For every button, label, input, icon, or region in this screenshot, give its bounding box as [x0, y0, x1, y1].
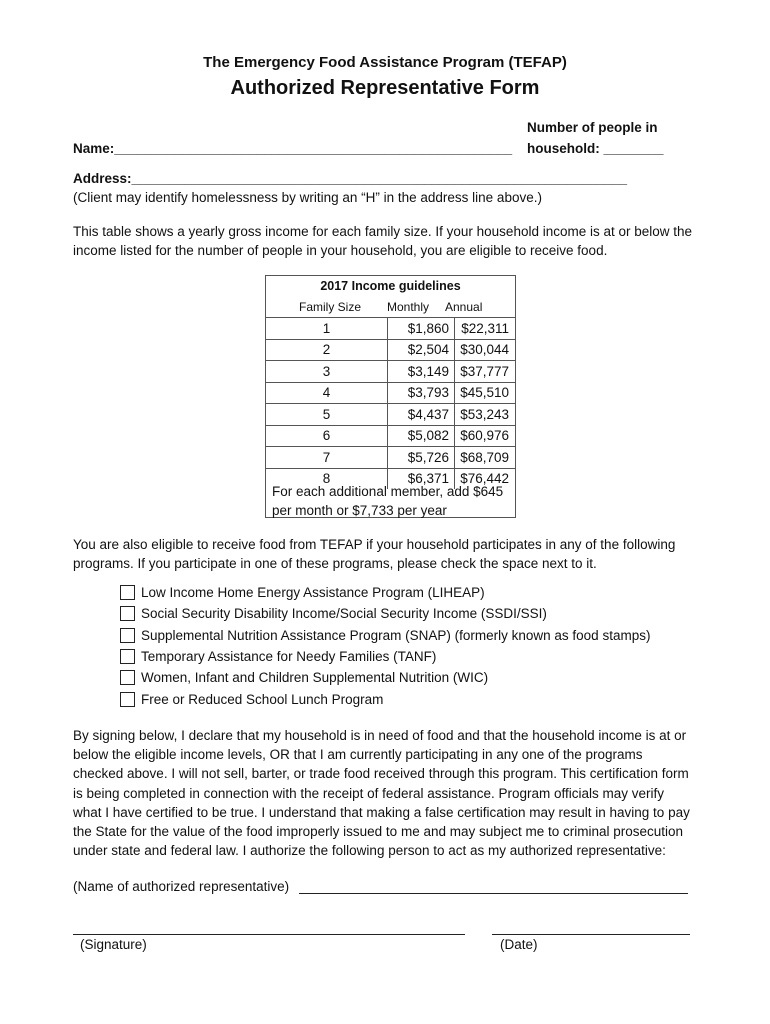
monthly-income-cell: $3,793	[388, 382, 455, 404]
income-row	[266, 382, 515, 404]
income-row	[266, 361, 515, 383]
family-size-cell: 1	[266, 318, 388, 340]
monthly-income-cell: $3,149	[388, 361, 455, 383]
family-size-cell: 2	[266, 339, 388, 361]
date-label: (Date)	[500, 937, 538, 952]
program-subtitle: The Emergency Food Assistance Program (TEFAP)	[203, 54, 567, 71]
program-checkbox[interactable]	[120, 606, 135, 621]
representative-label: (Name of authorized representative)	[73, 879, 290, 894]
declaration-paragraph: By signing below, I declare that my household is in need of food and that the household income is at or below the eligible income levels, OR that I am currently participating in any one of the programs checked above. I will not sell, barter, or trade food received through this program. This certification form is being completed in connection with the receipt of federal assistance. Program officials may verify what I have certified to be true. I understand that making a false certification may result in having to pay the State for the value of the food improperly issued to me and may subject me to criminal prosecution under state and federal law. I authorize the following person to act as my authorized representative:	[73, 728, 690, 859]
program-item	[120, 646, 650, 667]
annual-income-cell: $22,311	[455, 318, 516, 340]
monthly-income-cell: $4,437	[388, 404, 455, 426]
annual-income-cell: $45,510	[455, 382, 516, 404]
income-guidelines-table	[265, 275, 516, 518]
program-label: Social Security Disability Income/Social Security Income (SSDI/SSI)	[141, 606, 547, 622]
form-title: Authorized Representative Form	[230, 77, 540, 99]
address-note: (Client may identify homelessness by writing an “H” in the address line above.)	[73, 190, 542, 205]
program-checkbox[interactable]	[120, 649, 135, 664]
header-family-size: Family Size	[299, 300, 362, 314]
program-item	[120, 582, 650, 603]
family-size-cell: 3	[266, 361, 388, 383]
family-size-cell: 5	[266, 404, 388, 426]
program-checkbox[interactable]	[120, 692, 135, 707]
household-count-field[interactable]: household: ________	[527, 141, 664, 156]
family-size-cell: 7	[266, 447, 388, 469]
annual-income-cell: $53,243	[455, 404, 516, 426]
signature-line[interactable]	[73, 934, 465, 935]
program-label: Women, Infant and Children Supplemental Nutrition (WIC)	[141, 670, 489, 686]
annual-income-cell: $76,442	[455, 468, 516, 489]
program-item	[120, 688, 650, 709]
address-field[interactable]: Address:__________________________________________________________________	[73, 171, 628, 186]
program-item	[120, 625, 650, 646]
annual-income-cell: $60,976	[455, 425, 516, 447]
program-checkbox[interactable]	[120, 628, 135, 643]
program-checklist	[120, 582, 650, 710]
monthly-income-cell: $6,371	[388, 468, 455, 489]
annual-income-cell: $37,777	[455, 361, 516, 383]
program-checkbox[interactable]	[120, 585, 135, 600]
monthly-income-cell: $1,860	[388, 318, 455, 340]
date-line[interactable]	[492, 934, 690, 935]
income-row	[266, 447, 515, 469]
eligibility-paragraph: You are also eligible to receive food from TEFAP if your household participates in any of the following programs. If you participate in one of these programs, please check the space next to it.	[73, 537, 676, 571]
program-item	[120, 603, 650, 624]
name-field[interactable]: Name:_____________________________________________________	[73, 141, 513, 156]
monthly-income-cell: $5,082	[388, 425, 455, 447]
family-size-cell: 4	[266, 382, 388, 404]
program-checkbox[interactable]	[120, 670, 135, 685]
monthly-income-cell: $5,726	[388, 447, 455, 469]
program-label: Temporary Assistance for Needy Families (TANF)	[141, 649, 437, 665]
program-label: Free or Reduced School Lunch Program	[141, 691, 384, 707]
additional-member-note: For each additional member, add $645 per month or $7,733 per year	[272, 484, 504, 518]
income-row	[266, 404, 515, 426]
income-row	[266, 339, 515, 361]
program-label: Low Income Home Energy Assistance Program (LIHEAP)	[141, 585, 485, 601]
signature-label: (Signature)	[80, 937, 147, 952]
header-monthly: Monthly	[387, 300, 430, 314]
program-item	[120, 667, 650, 688]
income-rows	[266, 317, 515, 489]
income-row	[266, 425, 515, 447]
annual-income-cell: $30,044	[455, 339, 516, 361]
program-label: Supplemental Nutrition Assistance Program (SNAP) (formerly known as food stamps)	[141, 627, 651, 643]
family-size-cell: 6	[266, 425, 388, 447]
household-count-label: Number of people in	[527, 120, 658, 135]
intro-paragraph: This table shows a yearly gross income for each family size. If your household income is at or below the income listed for the number of people in your household, you are eligible to receive food.	[73, 224, 693, 258]
income-row	[266, 318, 515, 340]
family-size-cell: 8	[266, 468, 388, 489]
income-table-title: 2017 Income guidelines	[320, 279, 461, 293]
annual-income-cell: $68,709	[455, 447, 516, 469]
monthly-income-cell: $2,504	[388, 339, 455, 361]
representative-name-line[interactable]	[299, 893, 688, 894]
header-annual: Annual	[445, 300, 483, 314]
